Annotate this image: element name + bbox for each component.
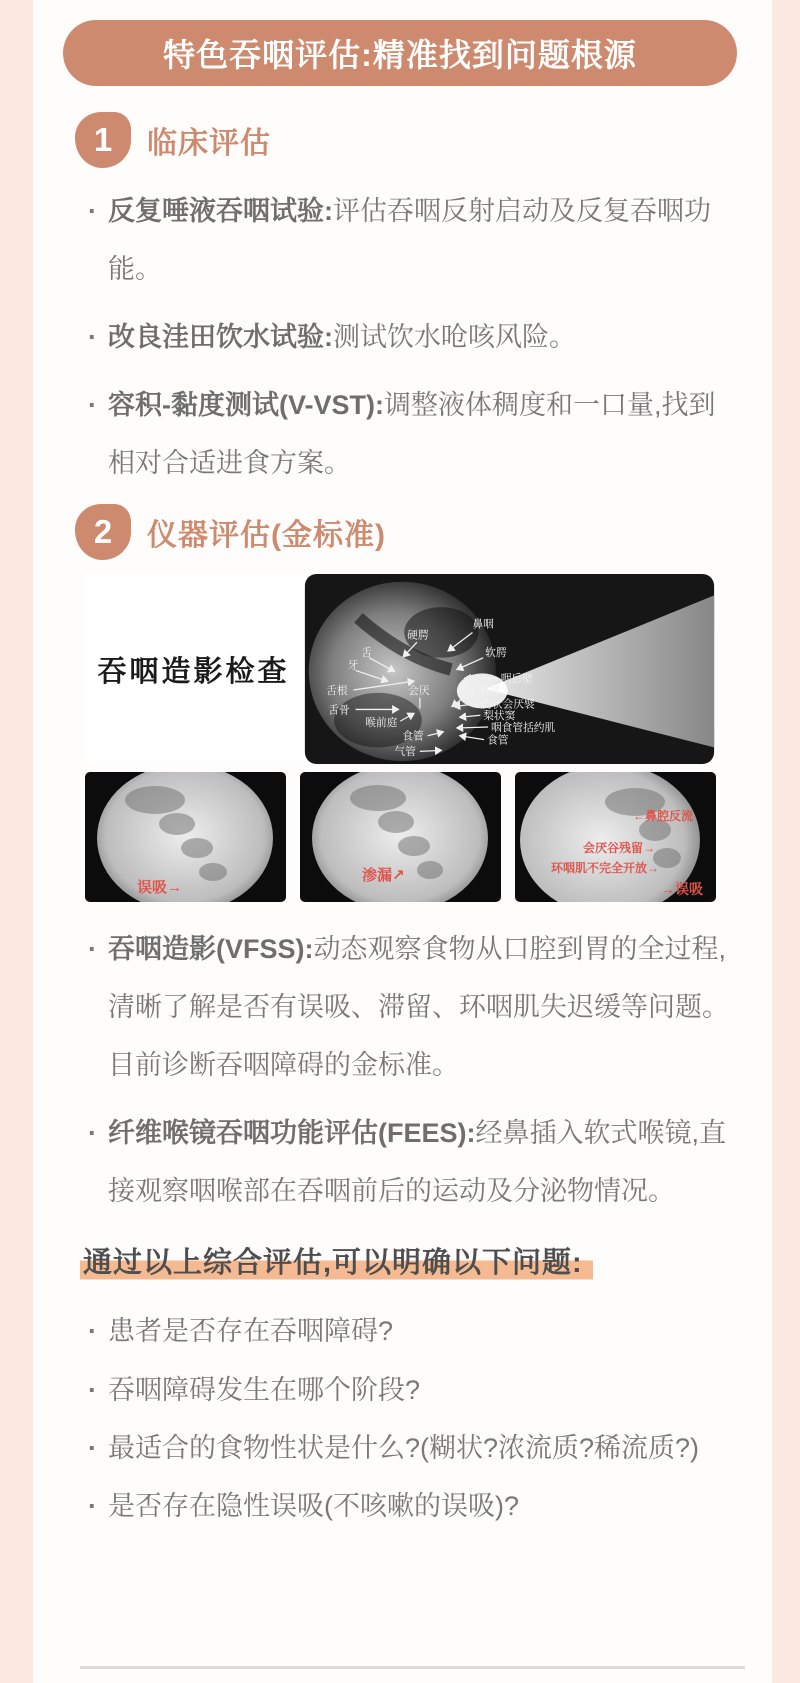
xray-label-hyoid-bone: 舌骨 xyxy=(328,704,350,717)
vfss-figure xyxy=(85,574,717,902)
xray-label-esophagus-left: 食管 xyxy=(402,730,424,743)
item-term: 容积-黏度测试(V-VST): xyxy=(108,390,384,421)
xray-lateral-svg xyxy=(302,574,717,764)
fluoroscopy-panel-aspiration xyxy=(85,772,286,902)
questions-list xyxy=(88,1302,733,1534)
item-term: 吞咽造影(VFSS): xyxy=(108,934,314,965)
item-desc: 经鼻插入软式喉镜,直接观察咽喉部在吞咽前后的运动及分泌物情况。 xyxy=(108,1118,727,1207)
figure-caption: 吞咽造影检查 xyxy=(97,655,290,688)
xray-label-posterior-pharyngeal-wall: 咽后壁 xyxy=(500,673,533,686)
item-desc: 测试饮水呛咳风险。 xyxy=(333,322,576,353)
instrument-section-header xyxy=(75,504,772,560)
xray-label-pyriform-sinus: 梨状窦 xyxy=(483,710,516,723)
article-card xyxy=(33,0,772,1683)
list-item xyxy=(88,920,733,1094)
xray-label-teeth: 牙 xyxy=(347,659,359,672)
question-text: 吞咽障碍发生在哪个阶段? xyxy=(108,1374,421,1405)
xray-label-nasopharynx: 鼻咽 xyxy=(472,618,494,631)
xray-label-aryepiglottic-fold: 杓状会厌襞 xyxy=(481,698,535,711)
list-item xyxy=(88,1477,733,1535)
bottom-divider xyxy=(80,1666,745,1669)
xray-label-tongue-base: 舌根 xyxy=(326,685,348,698)
list-item xyxy=(88,376,733,492)
xray-label-esophagus-right: 食管 xyxy=(487,734,509,747)
summary-heading xyxy=(80,1240,772,1286)
xray-label-hard-palate: 硬腭 xyxy=(407,629,429,642)
list-item xyxy=(88,1302,733,1360)
list-item xyxy=(88,1104,733,1220)
panel-label-vallecula-residue: 会厌谷残留→ xyxy=(583,841,656,856)
list-item xyxy=(88,1419,733,1477)
panel-label-aspiration: 误吸→ xyxy=(137,879,183,897)
panel-label-nasal-reflux: ←鼻腔反流 xyxy=(633,809,694,824)
xray-label-pharyngoesophageal-sphincter: 咽食管括约肌 xyxy=(490,722,556,735)
xray-label-epiglottis: 会厌 xyxy=(408,685,430,698)
section-number-badge: 2 xyxy=(75,504,131,560)
xray-lateral-image xyxy=(302,574,717,764)
item-desc: 动态观察食物从口腔到胃的全过程,清晰了解是否有误吸、滞留、环咽肌失迟缓等问题。目前诊断吞咽障碍的金标准。 xyxy=(108,934,729,1081)
question-text: 最适合的食物性状是什么?(糊状?浓流质?稀流质?) xyxy=(108,1432,700,1463)
fluoroscopy-panels xyxy=(85,772,717,902)
fluoroscopy-panel-2-svg xyxy=(300,772,501,902)
section-title: 仪器评估(金标准) xyxy=(147,519,386,553)
clinical-section-header xyxy=(75,112,772,168)
vfss-annotated-xray xyxy=(85,574,717,764)
section-banner xyxy=(63,20,737,86)
list-item xyxy=(88,182,733,298)
xray-label-trachea: 气管 xyxy=(394,746,416,759)
fluoroscopy-panel-residue xyxy=(515,772,716,902)
fluoroscopy-panel-1-svg xyxy=(85,772,286,902)
panel-label-penetration: 渗漏↗ xyxy=(362,867,405,885)
item-desc: 评估吞咽反射启动及反复吞咽功能。 xyxy=(108,196,711,285)
question-text: 是否存在隐性误吸(不咳嗽的误吸)? xyxy=(108,1490,519,1521)
section-number-badge: 1 xyxy=(75,112,131,168)
clinical-items-list xyxy=(88,182,733,492)
section-title: 临床评估 xyxy=(147,127,271,160)
xray-label-soft-palate: 软腭 xyxy=(485,647,507,660)
fluoroscopy-panel-penetration xyxy=(300,772,501,902)
xray-label-tongue: 舌 xyxy=(361,647,373,660)
list-item xyxy=(88,1361,733,1419)
panel-label-aspiration: →误吸 xyxy=(661,881,703,898)
xray-label-laryngeal-vestibule: 喉前庭 xyxy=(365,717,398,730)
instrument-items-list xyxy=(88,920,733,1220)
item-term: 反复唾液吞咽试验: xyxy=(108,196,333,226)
fluoroscopy-panel-3-svg xyxy=(515,772,716,902)
banner-title: 特色吞咽评估:精准找到问题根源 xyxy=(163,37,637,73)
panel-label-ues-incomplete: 环咽肌不完全开放→ xyxy=(551,861,660,876)
item-term: 改良洼田饮水试验: xyxy=(108,322,333,353)
list-item xyxy=(88,308,733,366)
item-desc: 调整液体稠度和一口量,找到相对合适进食方案。 xyxy=(108,390,716,479)
summary-heading-text: 通过以上综合评估,可以明确以下问题: xyxy=(80,1247,593,1281)
xray-label-hypopharynx: 下咽部 xyxy=(467,686,500,699)
question-text: 患者是否存在吞咽障碍? xyxy=(108,1316,394,1347)
item-term: 纤维喉镜吞咽功能评估(FEES): xyxy=(108,1118,476,1149)
